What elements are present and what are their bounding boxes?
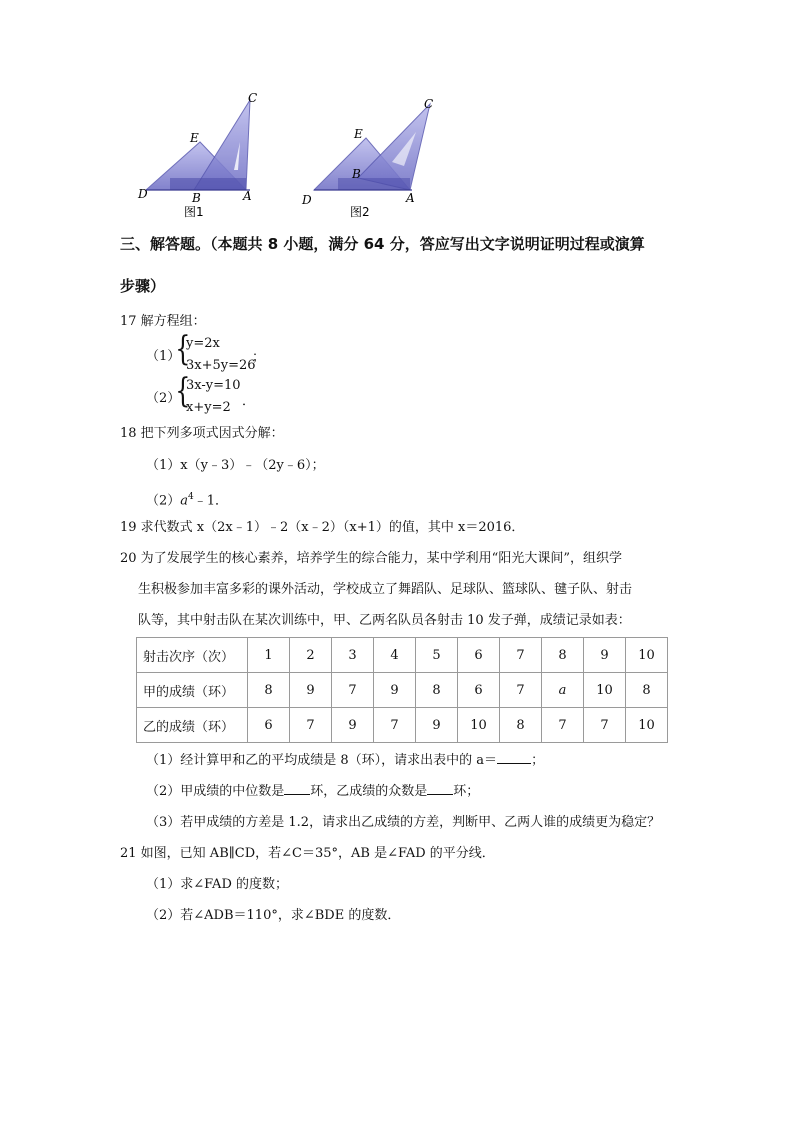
table-row <box>137 638 668 673</box>
q17-part1-label: （1） <box>146 349 181 364</box>
table-cell: 7 <box>542 708 584 743</box>
q17-p1-eq2: 3x+5y=26 <box>186 358 256 373</box>
fig2-caption: 图2 <box>350 205 370 219</box>
table-cell: 6 <box>248 708 290 743</box>
figure-1 <box>137 92 257 219</box>
fig2-label-e: E <box>354 127 363 141</box>
q21-part2: （2）若∠ADB＝110°，求∠BDE 的度数． <box>146 908 401 923</box>
answer-blank[interactable] <box>284 782 310 795</box>
fig1-label-e: E <box>190 131 199 145</box>
table-cell: 9 <box>332 708 374 743</box>
q17-p2-eq2: x+y=2 <box>186 400 231 415</box>
q17-p1-eq1: y=2x <box>186 336 220 351</box>
table-cell: 4 <box>374 638 416 673</box>
q20-part3: （3）若甲成绩的方差是 1.2，请求出乙成绩的方差，判断甲、乙两人谁的成绩更为稳定？ <box>146 815 661 830</box>
fig2-label-d: D <box>302 193 312 207</box>
table-cell: 8 <box>248 673 290 708</box>
q19-text: 19 求代数式 x（2x﹣1）﹣2（x﹣2）（x+1）的值，其中 x＝2016． <box>120 520 525 535</box>
table-cell: 7 <box>584 708 626 743</box>
table-cell: 9 <box>290 673 332 708</box>
table-cell: 1 <box>248 638 290 673</box>
fig1-label-c: C <box>248 92 258 105</box>
table-cell: a <box>542 673 584 708</box>
q18-stem: 18 把下列多项式因式分解： <box>120 426 284 441</box>
q17-part2-label: （2） <box>146 391 181 406</box>
q20-line1: 20 为了发展学生的核心素养，培养学生的综合能力，某中学利用“阳光大课间”，组织学 <box>120 551 622 566</box>
table-cell: 8 <box>626 673 668 708</box>
figure-2 <box>301 97 433 219</box>
q17-stem: 17 解方程组： <box>120 314 206 329</box>
table-cell: 10 <box>584 673 626 708</box>
fig1-label-d: D <box>138 187 148 201</box>
q18-part1: （1）x（y﹣3）﹣（2y﹣6）； <box>146 458 325 473</box>
table-cell: 7 <box>500 638 542 673</box>
q20-part2: （2）甲成绩的中位数是 环，乙成绩的众数是 环； <box>146 784 480 799</box>
table-cell: 7 <box>290 708 332 743</box>
table-cell: 6 <box>458 638 500 673</box>
table-cell: 9 <box>584 638 626 673</box>
q21-stem: 21 如图，已知 AB∥CD，若∠C＝35°，AB 是∠FAD 的平分线． <box>120 846 495 861</box>
table-row <box>137 708 668 743</box>
table-cell: 6 <box>458 673 500 708</box>
q20-line3: 队等，其中射击队在某次训练中，甲、乙两名队员各射击 10 发子弹，成绩记录如表： <box>138 613 631 628</box>
q17-p2-end: ． <box>242 394 256 409</box>
brace-icon: { <box>175 371 191 411</box>
table-cell: 9 <box>374 673 416 708</box>
table-cell: 7 <box>500 673 542 708</box>
table-cell: 8 <box>500 708 542 743</box>
answer-blank[interactable] <box>427 782 453 795</box>
fig1-caption: 图1 <box>184 205 204 219</box>
fig2-label-c: C <box>424 97 434 111</box>
table-cell: 10 <box>626 708 668 743</box>
fig1-label-b: B <box>192 191 201 205</box>
table-row-header: 甲的成绩（环） <box>137 673 248 708</box>
fig2-label-a: A <box>406 191 415 205</box>
q17-p1-end: ； <box>252 350 266 365</box>
table-row-header: 射击次序（次） <box>137 638 248 673</box>
section-heading-cont: 步骤） <box>120 277 166 295</box>
table-cell: 8 <box>542 638 584 673</box>
table-cell: 10 <box>458 708 500 743</box>
fig1-label-a: A <box>243 189 252 203</box>
q20-line2: 生积极参加丰富多彩的课外活动，学校成立了舞蹈队、足球队、篮球队、毽子队、射击 <box>138 582 633 597</box>
answer-blank[interactable] <box>497 751 531 764</box>
q18-part2: $(2)a^4﹣1$． <box>146 492 229 509</box>
table-row <box>137 673 668 708</box>
table-cell: 8 <box>416 673 458 708</box>
q17-system-2 <box>172 371 272 418</box>
table-cell: 10 <box>626 638 668 673</box>
table-cell: 9 <box>416 708 458 743</box>
q20-part1: （1）经计算甲和乙的平均成绩是 8（环），请求出表中的 a＝ ； <box>146 753 545 768</box>
q17-system-1 <box>172 329 272 376</box>
table-cell: 7 <box>374 708 416 743</box>
brace-icon: { <box>175 329 191 369</box>
table-cell: 2 <box>290 638 332 673</box>
section-heading: 三、解答题。（本题共 8 小题，满分 64 分，答应写出文字说明证明过程或演算 <box>120 235 645 253</box>
table-cell: 3 <box>332 638 374 673</box>
table-row-header: 乙的成绩（环） <box>137 708 248 743</box>
score-table <box>136 637 668 743</box>
geometry-figures <box>130 92 450 220</box>
table-cell: 7 <box>332 673 374 708</box>
q21-part1: （1）求∠FAD 的度数； <box>146 877 288 892</box>
table-cell: 5 <box>416 638 458 673</box>
fig2-label-b: B <box>352 167 361 181</box>
q17-p2-eq1: 3x-y=10 <box>186 378 241 393</box>
